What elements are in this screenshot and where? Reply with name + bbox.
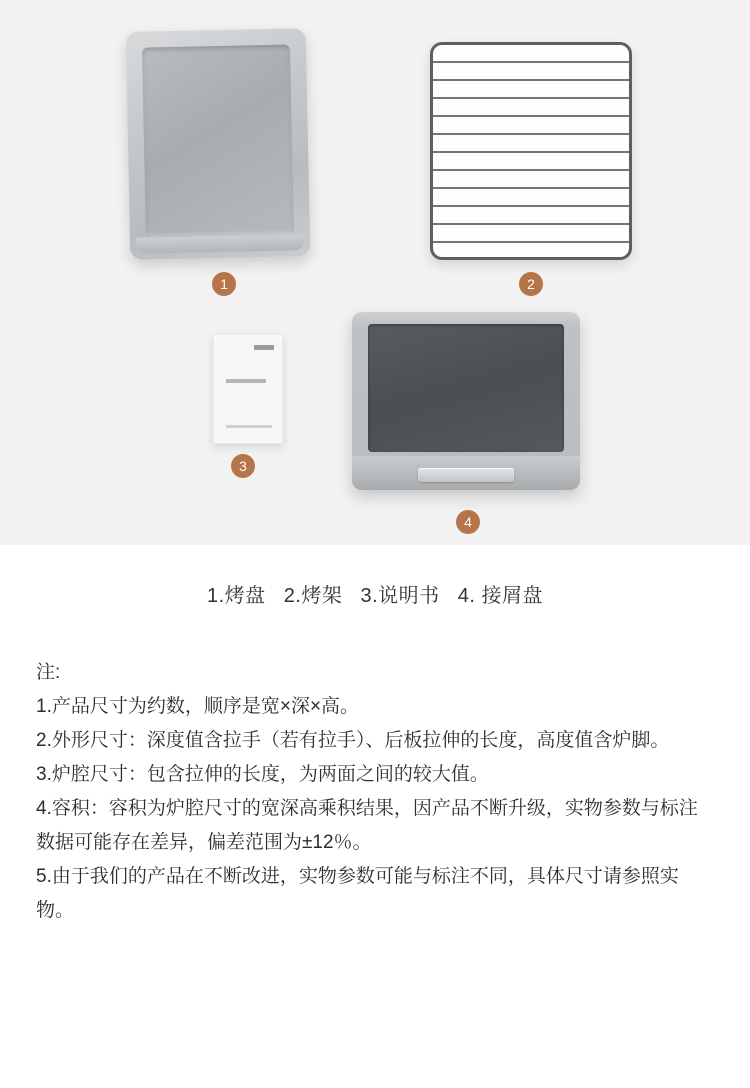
note-line-4: 4.容积：容积为炉腔尺寸的宽深高乘积结果，因产品不断升级，实物参数与标注数据可能存在差异，偏差范围为±12％。: [36, 798, 698, 853]
wire-rack-image: [430, 42, 632, 260]
notes-heading: 注:: [36, 662, 61, 683]
baking-tray-image: [126, 28, 311, 260]
manual-booklet-image: [213, 334, 283, 444]
badge-1: 1: [212, 272, 236, 296]
note-line-5: 5.由于我们的产品在不断改进，实物参数可能与标注不同，具体尺寸请参照实物。: [36, 866, 679, 921]
caption-part-4: 4. 接屑盘: [457, 585, 543, 607]
caption-part-2: 2.烤架: [283, 585, 343, 607]
note-line-1: 1.产品尺寸为约数，顺序是宽×深×高。: [36, 696, 360, 717]
badge-3: 3: [231, 454, 255, 478]
crumb-tray-handle: [418, 468, 514, 482]
crumb-tray-surface: [368, 324, 564, 452]
badge-2: 2: [519, 272, 543, 296]
crumb-tray-image: [352, 312, 580, 490]
note-line-2: 2.外形尺寸：深度值含拉手（若有拉手）、后板拉伸的长度，高度值含炉脚。: [36, 730, 670, 751]
parts-caption: [0, 579, 750, 608]
baking-tray-surface: [142, 44, 294, 237]
manual-title-line: [226, 379, 266, 383]
note-line-3: 3.炉腔尺寸：包含拉伸的长度，为两面之间的较大值。: [36, 764, 489, 785]
notes-block: [36, 656, 714, 928]
manual-subtitle-line: [226, 425, 272, 428]
baking-tray-lip: [136, 234, 304, 254]
badge-4: 4: [456, 510, 480, 534]
caption-part-3: 3.说明书: [360, 585, 440, 607]
caption-part-1: 1.烤盘: [207, 585, 266, 607]
brand-logo-mark: [254, 345, 274, 350]
